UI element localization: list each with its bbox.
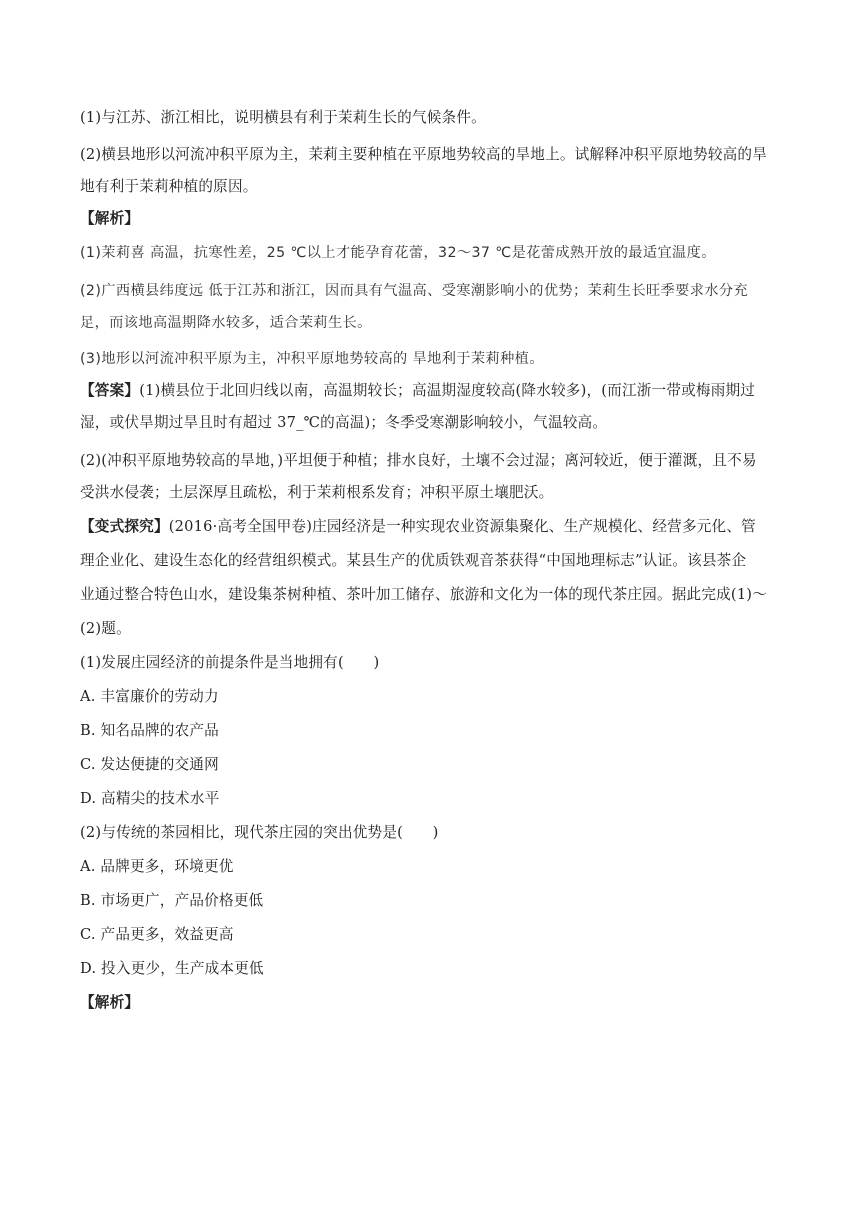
mc2-option-c: C. 产品更多，效益更高 bbox=[80, 926, 234, 943]
analysis-heading: 【解析】 bbox=[80, 210, 140, 227]
mc1-option-c: C. 发达便捷的交通网 bbox=[80, 756, 219, 773]
mc1-option-a: A. 丰富廉价的劳动力 bbox=[80, 688, 219, 705]
answer-label: 【答案】 bbox=[80, 382, 140, 399]
analysis-point-1: (1)茉莉喜 高温，抗寒性差，25 ℃以上才能孕育花蕾，32～37 ℃是花蕾成熟开放的最适宜温度。 bbox=[80, 245, 716, 261]
mc1-option-d: D. 高精尖的技术水平 bbox=[80, 790, 220, 807]
variant-line-3: 业通过整合特色山水，建设集茶树种植、茶叶加工储存、旅游和文化为一体的现代茶庄园。据此完成(1)～ bbox=[80, 586, 767, 603]
answer-line-2: 湿，或伏旱期过旱且时有超过 37_℃的高温)；冬季受寒潮影响较小，气温较高。 bbox=[80, 414, 608, 431]
analysis-point-2-line-2: 足，而该地高温期降水较多，适合茉莉生长。 bbox=[80, 315, 372, 331]
question-2-line-1: (2)横县地形以河流冲积平原为主，茉莉主要种植在平原地势较高的旱地上。试解释冲积平原地势较高的旱 bbox=[80, 146, 767, 163]
mc2-option-b: B. 市场更广，产品价格更低 bbox=[80, 892, 264, 909]
analysis-point-2-line-1: (2)广西横县纬度远 低于江苏和浙江，因而具有气温高、受寒潮影响小的优势；茉莉生长旺季要求水分充 bbox=[80, 283, 749, 299]
mc2-option-a: A. 品牌更多，环境更优 bbox=[80, 858, 234, 875]
mc1-stem: (1)发展庄园经济的前提条件是当地拥有( ) bbox=[80, 654, 380, 671]
answer-line-3: (2)(冲积平原地势较高的旱地，)平坦便于种植；排水良好，土壤不会过湿；离河较近，便于灌溉，且不易 bbox=[80, 452, 757, 469]
variant-line-1 bbox=[80, 517, 756, 537]
answer-line-4: 受洪水侵袭；土层深厚且疏松，利于茉莉根系发育；冲积平原土壤肥沃。 bbox=[80, 484, 554, 501]
mc1-option-b: B. 知名品牌的农产品 bbox=[80, 722, 219, 739]
question-1: (1)与江苏、浙江相比，说明横县有利于茉莉生长的气候条件。 bbox=[80, 109, 486, 126]
analysis-2-heading: 【解析】 bbox=[80, 994, 140, 1011]
mc2-stem: (2)与传统的茶园相比，现代茶庄园的突出优势是( ) bbox=[80, 824, 439, 841]
answer-text-1: (1)横县位于北回归线以南，高温期较长；高温期湿度较高(降水较多)，(而江浙一带或梅雨期过 bbox=[139, 382, 756, 399]
variant-label: 【变式探究】 bbox=[80, 518, 169, 535]
mc2-option-d: D. 投入更少，生产成本更低 bbox=[80, 960, 264, 977]
variant-text-1: (2016·高考全国甲卷)庄园经济是一种实现农业资源集聚化、生产规模化、经营多元化、管 bbox=[168, 518, 756, 535]
variant-line-2: 理企业化、建设生态化的经营组织模式。某县生产的优质铁观音茶获得“中国地理标志”认证。该县茶企 bbox=[80, 552, 747, 569]
answer-line-1 bbox=[80, 381, 755, 401]
variant-line-4: (2)题。 bbox=[80, 620, 131, 637]
analysis-point-3: (3)地形以河流冲积平原为主，冲积平原地势较高的 旱地利于茉莉种植。 bbox=[80, 351, 544, 367]
question-2-line-2: 地有利于茉莉种植的原因。 bbox=[80, 178, 258, 195]
